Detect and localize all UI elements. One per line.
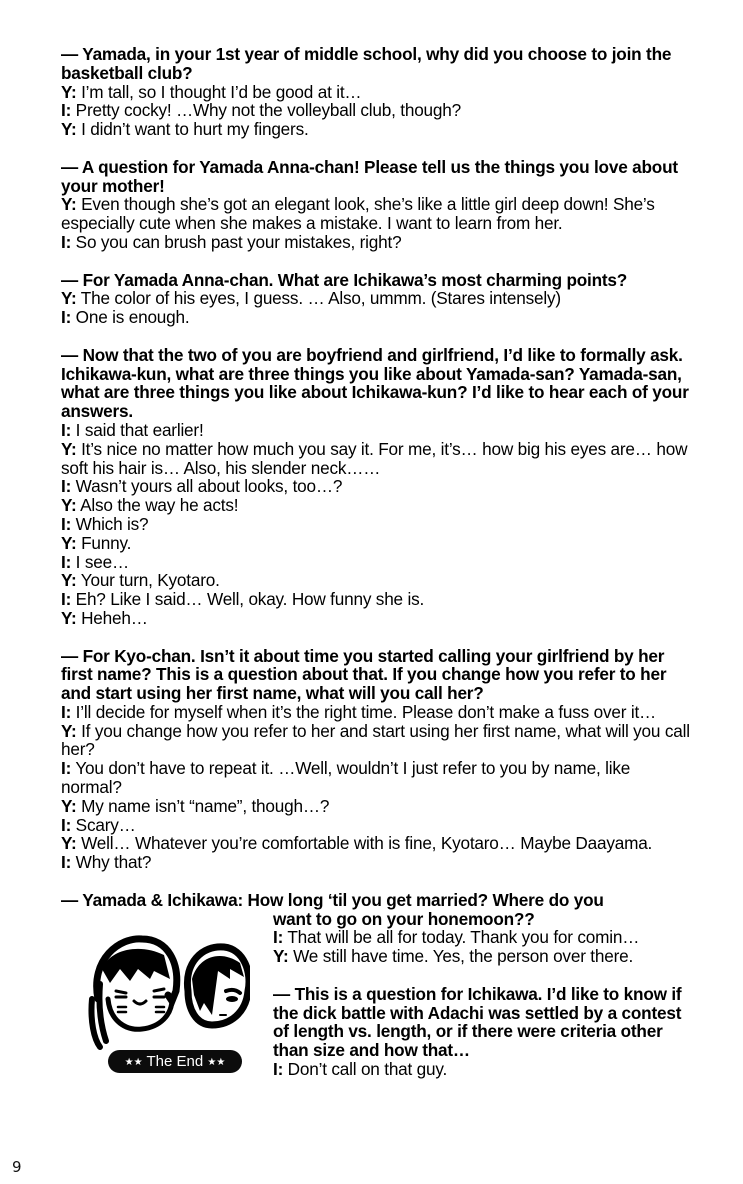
qa-block-3: [61, 271, 691, 327]
end-label: The End: [142, 1052, 208, 1070]
answer-line: [61, 797, 691, 816]
speaker-label: Y:: [61, 119, 77, 140]
speaker-label: Y:: [61, 570, 77, 591]
answer-text: Don’t call on that guy.: [283, 1059, 448, 1080]
speaker-label: Y:: [61, 495, 77, 516]
interview-content: [61, 45, 691, 1079]
speaker-label: I:: [61, 814, 72, 835]
answer-text: I see…: [71, 551, 129, 572]
answer-line: [273, 1060, 691, 1079]
question: — For Yamada Anna-chan. What are Ichikawa’s most charming points?: [61, 269, 628, 290]
answer-text: So you can brush past your mistakes, right?: [71, 231, 402, 252]
girl-chibi-icon: [91, 939, 176, 1047]
question: — This is a question for Ichikawa. I’d like to know if the dick battle with Adachi was settled by a contest of length vs. length, or if there were criteria other than size and how that…: [273, 983, 682, 1061]
answer-line: [61, 834, 691, 853]
answer-text: Also the way he acts!: [76, 495, 239, 516]
speaker-label: I:: [61, 758, 72, 779]
speaker-label: Y:: [61, 438, 77, 459]
speaker-label: I:: [61, 476, 72, 497]
speaker-label: Y:: [61, 81, 77, 102]
answer-text: Even though she’s got an elegant look, she’s like a little girl deep down! She’s especially cute when she makes a mistake. I want to learn from her.: [61, 194, 655, 234]
answer-text: I said that earlier!: [71, 419, 204, 440]
speaker-label: I:: [61, 100, 72, 121]
answer-line: [61, 534, 691, 553]
speaker-label: I:: [273, 1059, 284, 1080]
answer-line: [61, 722, 691, 760]
qa-block-2: [61, 158, 691, 252]
answer-line: [61, 571, 691, 590]
answer-line: [61, 308, 691, 327]
speaker-label: Y:: [61, 532, 77, 553]
answer-text: Your turn, Kyotaro.: [76, 570, 220, 591]
final-question-cont: want to go on your honemoon??: [273, 908, 535, 929]
answer-line: [61, 816, 691, 835]
answer-line: [61, 609, 691, 628]
speaker-label: Y:: [61, 607, 77, 628]
question: — A question for Yamada Anna-chan! Please tell us the things you love about your mother!: [61, 156, 678, 196]
speaker-label: Y:: [61, 720, 77, 741]
question: — Now that the two of you are boyfriend and girlfriend, I’d like to formally ask. Ichikawa-kun, what are three things you like about Yamada-san? Yamada-san, what are three things you like about Ichikawa-kun? I’d like to hear each of your answers.: [61, 344, 689, 422]
answer-line: [61, 496, 691, 515]
speaker-label: Y:: [273, 946, 289, 967]
speaker-label: I:: [61, 419, 72, 440]
speaker-label: Y:: [61, 288, 77, 309]
answer-text: You don’t have to repeat it. …Well, wouldn’t I just refer to you by name, like normal?: [61, 758, 631, 798]
answer-text: Which is?: [71, 513, 149, 534]
qa-block-1: [61, 45, 691, 139]
speaker-label: Y:: [61, 194, 77, 215]
question-prefix: — Yamada & Ichikawa:: [61, 889, 248, 910]
speaker-label: I:: [61, 551, 72, 572]
answer-line: [61, 553, 691, 572]
answer-line: [61, 477, 691, 496]
answer-line: [61, 195, 691, 233]
answer-line: [61, 120, 691, 139]
answer-text: The color of his eyes, I guess. … Also, ummm. (Stares intensely): [76, 288, 561, 309]
speaker-label: I:: [61, 231, 72, 252]
speaker-label: I:: [61, 307, 72, 328]
answer-text: One is enough.: [71, 307, 190, 328]
answer-line: [61, 703, 691, 722]
answer-text: Wasn’t yours all about looks, too…?: [71, 476, 343, 497]
speaker-label: I:: [61, 701, 72, 722]
answer-line: [61, 515, 691, 534]
answer-line: [61, 440, 691, 478]
answer-line: [61, 590, 691, 609]
answer-line: [273, 928, 691, 947]
answer-line: [61, 759, 691, 797]
star-icon: ★★: [207, 1056, 226, 1068]
answer-line: [61, 101, 691, 120]
answer-text: Pretty cocky! …Why not the volleyball club, though?: [71, 100, 461, 121]
answer-line: [273, 947, 691, 966]
qa-block-5: [61, 647, 691, 873]
answer-text: That will be all for today. Thank you for comin…: [283, 927, 640, 948]
answer-text: It’s nice no matter how much you say it. For me, it’s… how big his eyes are… how soft his hair is… Also, his slender neck……: [61, 438, 688, 478]
the-end-badge: [108, 1050, 242, 1073]
speaker-label: I:: [61, 589, 72, 610]
answer-text: I’m tall, so I thought I’d be good at it…: [76, 81, 362, 102]
final-qa-section: [61, 891, 691, 1079]
answer-text: My name isn’t “name”, though…?: [76, 795, 330, 816]
question: — For Kyo-chan. Isn’t it about time you started calling your girlfriend by her first name? This is a question about that. If you change how you refer to her and start using her first name, what will you call her?: [61, 645, 667, 704]
speaker-label: I:: [61, 513, 72, 534]
answer-text: Well… Whatever you’re comfortable with is fine, Kyotaro… Maybe Daayama.: [76, 833, 653, 854]
final-question: [61, 891, 691, 910]
answer-text: Funny.: [76, 532, 132, 553]
answer-text: Eh? Like I said… Well, okay. How funny she is.: [71, 589, 425, 610]
answer-text: If you change how you refer to her and start using her first name, what will you call her?: [61, 720, 690, 760]
speaker-label: Y:: [61, 795, 77, 816]
answer-line: [61, 853, 691, 872]
answer-text: Why that?: [71, 852, 152, 873]
page-number: 9: [12, 1158, 22, 1176]
answer-text: We still have time. Yes, the person over there.: [288, 946, 634, 967]
answer-line: [61, 421, 691, 440]
speaker-label: I:: [273, 927, 284, 948]
speaker-label: I:: [61, 852, 72, 873]
answer-line: [61, 233, 691, 252]
star-icon: ★★: [124, 1056, 143, 1068]
answer-text: I didn’t want to hurt my fingers.: [76, 119, 309, 140]
speaker-label: Y:: [61, 833, 77, 854]
answer-text: I’ll decide for myself when it’s the right time. Please don’t make a fuss over it…: [71, 701, 657, 722]
question: — Yamada, in your 1st year of middle school, why did you choose to join the basketball club?: [61, 44, 672, 83]
qa-block-4: [61, 346, 691, 628]
answer-text: Scary…: [71, 814, 136, 835]
answer-text: Heheh…: [76, 607, 148, 628]
boy-chibi-icon: [187, 947, 249, 1025]
answer-line: [61, 289, 691, 308]
question-line: How long ‘til you get married? Where do you: [247, 889, 604, 910]
answer-line: [61, 83, 691, 102]
